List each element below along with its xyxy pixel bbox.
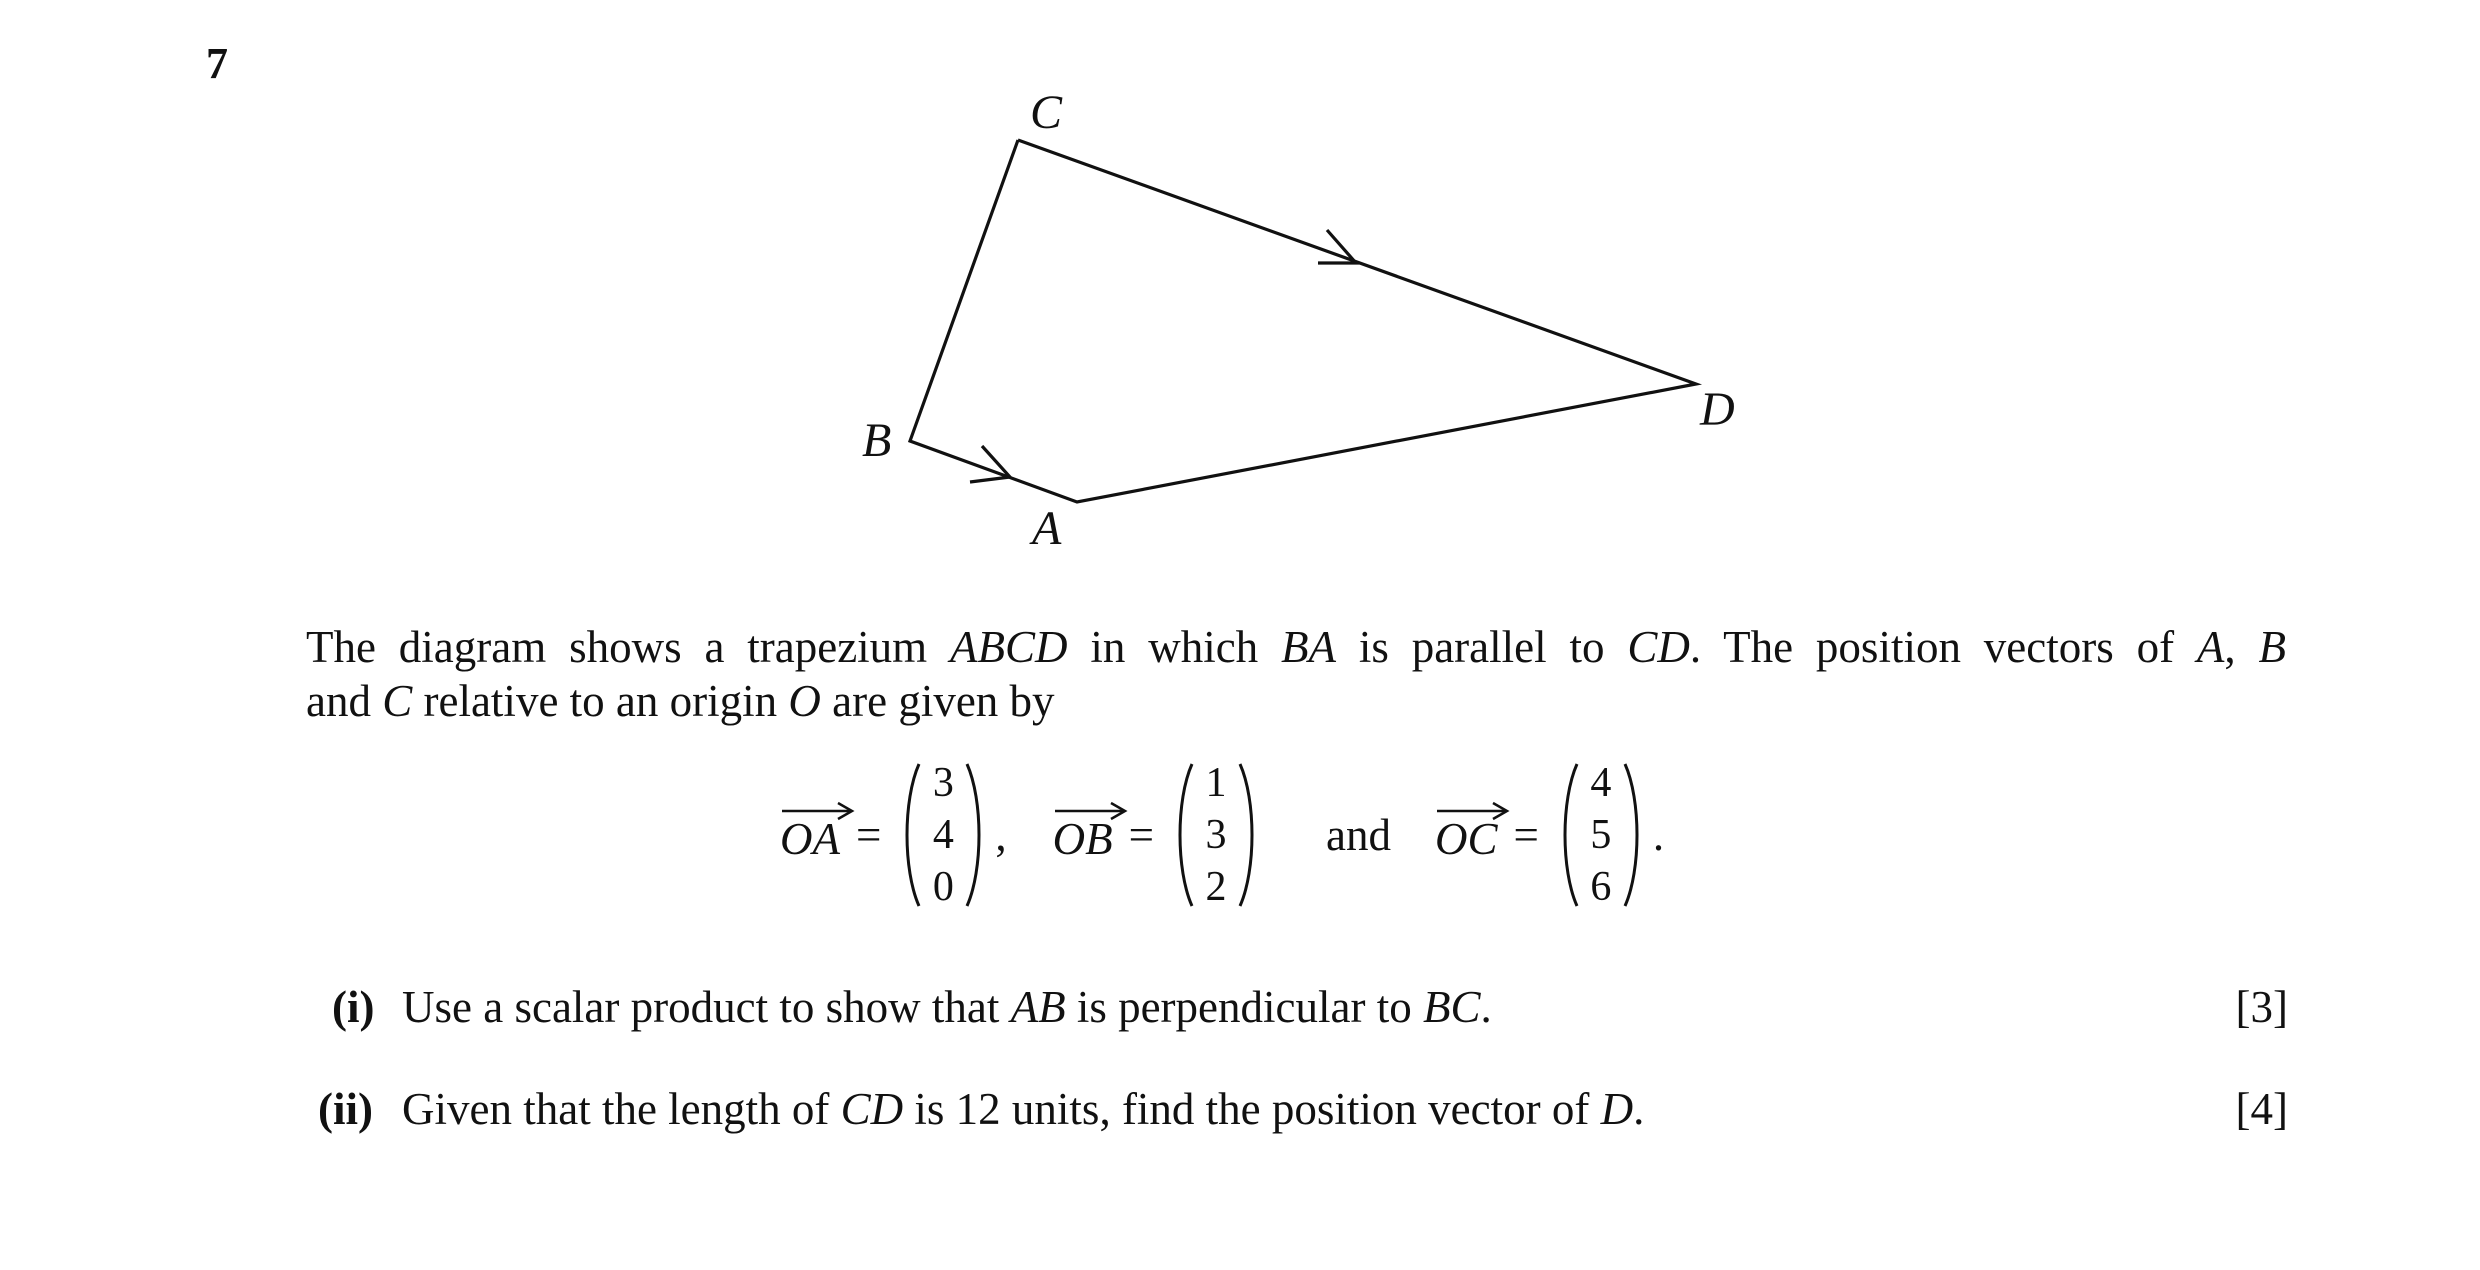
vertex-label-d: D xyxy=(1700,383,1735,436)
part-text: Given that the length of CD is 12 units, find the position vector of D. xyxy=(402,1084,1645,1134)
right-bracket xyxy=(963,760,989,910)
left-bracket xyxy=(897,760,923,910)
vector-arrow-icon xyxy=(780,801,856,821)
vector-component: 3 xyxy=(1205,812,1227,858)
separator: . xyxy=(1652,810,1665,860)
vector-component: 0 xyxy=(932,864,954,910)
intro-line-1: The diagram shows a trapezium ABCD in which BA is parallel to CD. The position vectors of A, B xyxy=(306,622,2286,672)
vector-component: 1 xyxy=(1205,760,1227,806)
part-label: (i) xyxy=(332,982,375,1032)
trapezium-diagram xyxy=(0,0,2480,620)
vector-component: 2 xyxy=(1205,864,1227,910)
column-vector xyxy=(1170,757,1262,913)
vector-oc xyxy=(1435,757,1664,913)
vector-name: OC xyxy=(1435,814,1498,864)
vector-ob xyxy=(1053,757,1268,913)
vector-component: 4 xyxy=(1590,760,1612,806)
right-bracket xyxy=(1621,760,1647,910)
vector-component: 3 xyxy=(932,760,954,806)
vector-name: OB xyxy=(1052,814,1113,864)
equals-sign: = xyxy=(1513,810,1539,860)
vertex-label-c: C xyxy=(1030,86,1063,139)
vector-component: 5 xyxy=(1590,812,1612,858)
vector-component: 6 xyxy=(1590,864,1612,910)
and-word: and xyxy=(1326,810,1392,860)
column-vector xyxy=(897,757,989,913)
part-text: Use a scalar product to show that AB is perpendicular to BC. xyxy=(402,982,1492,1032)
vector-arrow-icon xyxy=(1435,801,1511,821)
intro-line-2: and C relative to an origin O are given by xyxy=(306,676,1055,726)
left-bracket xyxy=(1555,760,1581,910)
equals-sign: = xyxy=(1128,810,1155,860)
separator: , xyxy=(995,810,1007,860)
column-vector xyxy=(1555,757,1647,913)
question-intro xyxy=(306,620,2286,728)
equals-sign: = xyxy=(856,810,882,860)
marks-label: [3] xyxy=(2235,982,2288,1032)
marks-label: [4] xyxy=(2235,1084,2288,1134)
vector-name: OA xyxy=(780,814,840,864)
vector-arrow-icon xyxy=(1053,801,1129,821)
left-bracket xyxy=(1170,760,1196,910)
vector-oa xyxy=(780,757,1007,913)
right-bracket xyxy=(1236,760,1262,910)
parallel-arrow-cd xyxy=(1318,230,1356,263)
trapezium-outline xyxy=(910,140,1696,502)
question-number: 7 xyxy=(206,39,228,88)
vertex-label-b: B xyxy=(862,414,892,467)
vector-component: 4 xyxy=(932,812,954,858)
part-label: (ii) xyxy=(318,1084,373,1134)
position-vectors xyxy=(780,755,1664,915)
vertex-label-a: A xyxy=(1032,502,1062,555)
